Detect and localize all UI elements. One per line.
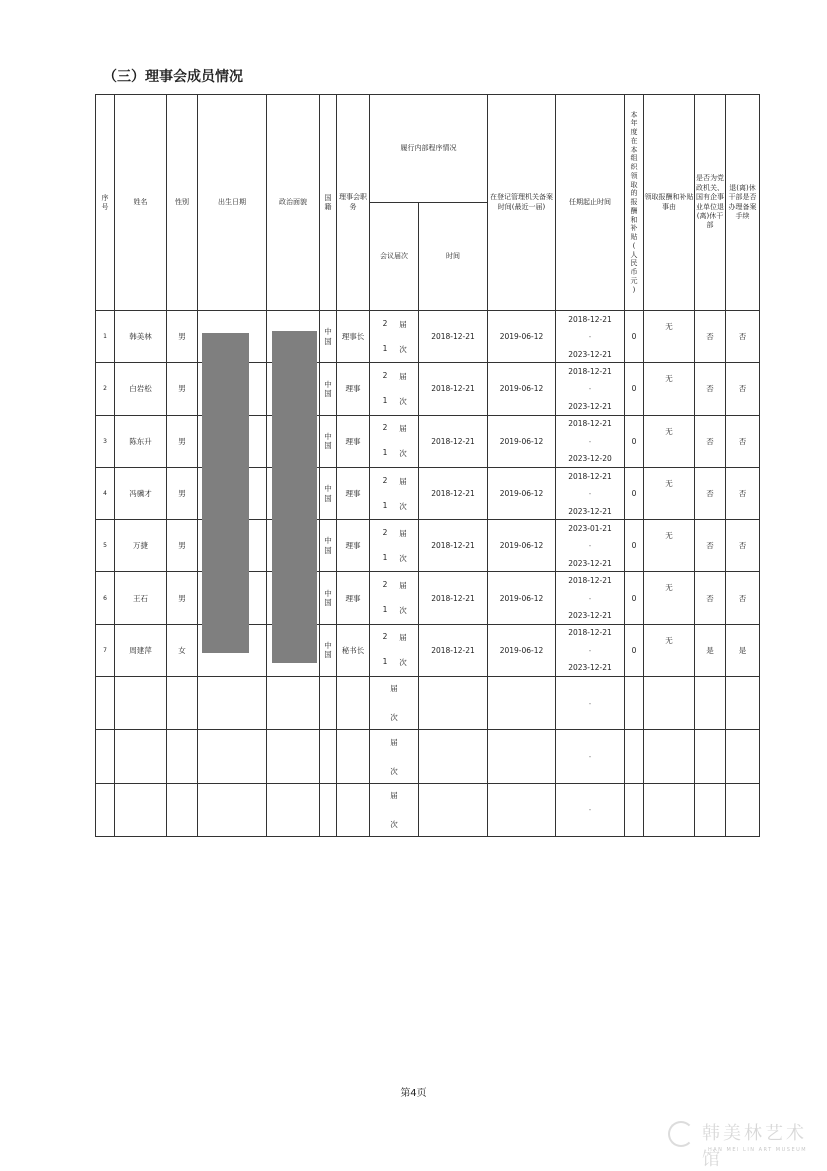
cell-filing-date: 2019-06-12: [488, 467, 556, 519]
term-end: 2023-12-21: [568, 611, 612, 621]
empty-cell: [320, 730, 337, 783]
meeting-number: 1: [382, 657, 388, 667]
cell-filing-date: 2019-06-12: [488, 415, 556, 467]
cell-pay-reason: 无: [644, 520, 695, 572]
cell-seq: 6: [96, 572, 115, 624]
cell-pay-reason: 无: [644, 415, 695, 467]
cell-nationality: [320, 363, 337, 415]
redaction-birth-date: [202, 333, 249, 653]
empty-cell: [267, 783, 320, 836]
cell-nationality: [320, 572, 337, 624]
meeting-unit: 次: [399, 658, 407, 668]
cell-pay-amount: 0: [625, 624, 644, 676]
header-meeting-time: 时间: [419, 203, 488, 311]
board-members-table: [95, 94, 760, 837]
session-number: 2: [382, 580, 388, 590]
cell-pay-amount: 0: [625, 363, 644, 415]
nationality-text: 中 国: [324, 536, 332, 555]
session-number: 2: [382, 527, 388, 537]
cell-retired-filing: 否: [726, 467, 760, 519]
meeting-number: 1: [382, 605, 388, 615]
cell-pay-amount: 0: [625, 311, 644, 363]
term-start: 2018-12-21: [568, 314, 612, 324]
moon-logo-icon: [668, 1121, 694, 1147]
empty-cell: [337, 730, 370, 783]
session-number: 2: [382, 632, 388, 642]
table-row: [96, 363, 760, 415]
term-start: 2018-12-21: [568, 576, 612, 586]
section-title: （三）理事会成员情况: [103, 69, 243, 85]
term-start: 2018-12-21: [568, 366, 612, 376]
cell-gender: 男: [167, 363, 198, 415]
empty-table-row: [96, 677, 760, 730]
header-internal-procedure: 履行内部程序情况: [370, 95, 488, 203]
cell-board-role: 理事: [337, 415, 370, 467]
cell-pay-amount: 0: [625, 415, 644, 467]
empty-cell: [726, 730, 760, 783]
cell-meeting-date: 2018-12-21: [419, 311, 488, 363]
cell-board-role: 理事: [337, 572, 370, 624]
header-nationality-text: 国 籍: [324, 193, 332, 211]
cell-retired-filing: 是: [726, 624, 760, 676]
empty-cell: [644, 730, 695, 783]
cell-nationality: [320, 311, 337, 363]
meeting-number: 1: [382, 448, 388, 458]
session-number: 2: [382, 423, 388, 433]
empty-cell: [198, 677, 267, 730]
header-birth-date: 出生日期: [198, 95, 267, 311]
cell-meeting-date: 2018-12-21: [419, 415, 488, 467]
cell-seq: 1: [96, 311, 115, 363]
cell-pay-amount: 0: [625, 520, 644, 572]
empty-cell: [320, 783, 337, 836]
cell-seq: 5: [96, 520, 115, 572]
term-separator: -: [588, 384, 592, 394]
table-row: [96, 624, 760, 676]
cell-name: 冯骥才: [115, 467, 167, 519]
cell-gender: 男: [167, 415, 198, 467]
cell-filing-date: 2019-06-12: [488, 572, 556, 624]
page-number: 第4页: [400, 1088, 427, 1099]
header-seq: [96, 95, 115, 311]
meeting-unit: 次: [399, 553, 407, 563]
empty-cell: [695, 730, 726, 783]
session-unit: 届: [399, 581, 407, 591]
session-unit: 届: [390, 737, 398, 747]
meeting-unit: 次: [399, 396, 407, 406]
cell-retired-filing: 否: [726, 415, 760, 467]
cell-meeting-date: 2018-12-21: [419, 624, 488, 676]
term-end: 2023-12-21: [568, 558, 612, 568]
cell-pay-reason: 无: [644, 624, 695, 676]
header-retired-cadre: 是否为党政机关、国有企事业单位退(离)休干部: [695, 95, 726, 311]
header-name: 姓名: [115, 95, 167, 311]
cell-retired-filing: 否: [726, 363, 760, 415]
session-unit: 届: [390, 790, 398, 800]
empty-cell: [115, 677, 167, 730]
cell-session: [370, 783, 419, 836]
empty-cell: [96, 677, 115, 730]
term-separator: -: [588, 436, 592, 446]
session-unit: 届: [399, 319, 407, 329]
cell-seq: 2: [96, 363, 115, 415]
cell-term: [556, 520, 625, 572]
empty-cell: [267, 677, 320, 730]
header-filing-time: 在登记管理机关备案时间(最近一届): [488, 95, 556, 311]
museum-watermark-logo: [668, 1113, 818, 1170]
empty-cell: [337, 783, 370, 836]
cell-name: 王石: [115, 572, 167, 624]
header-political-status: 政治面貌: [267, 95, 320, 311]
nationality-text: 中 国: [324, 431, 332, 451]
cell-board-role: 理事: [337, 363, 370, 415]
header-retired-filing: 退(离)休干部是否办理备案手续: [726, 95, 760, 311]
cell-board-role: 秘书长: [337, 624, 370, 676]
header-pay-amount-text: 本 年 度 在 本 组 织 领 取 的 报 酬 和 补 贴 ( 人 民 币 元 ): [630, 110, 638, 294]
term-start: 2018-12-21: [568, 419, 612, 429]
cell-name: 韩美林: [115, 311, 167, 363]
session-unit: 届: [399, 633, 407, 643]
cell-seq: 3: [96, 415, 115, 467]
watermark-text: 韩美林艺术馆: [702, 1123, 807, 1170]
cell-session: [370, 311, 419, 363]
empty-cell: [726, 783, 760, 836]
cell-filing-date: 2019-06-12: [488, 520, 556, 572]
cell-retired-cadre: 否: [695, 467, 726, 519]
nationality-text: 中 国: [324, 588, 332, 608]
term-separator: -: [588, 698, 592, 708]
table-row: [96, 520, 760, 572]
cell-session: [370, 363, 419, 415]
cell-retired-cadre: 否: [695, 572, 726, 624]
meeting-unit: 次: [399, 501, 407, 511]
meeting-number: 1: [382, 395, 388, 405]
cell-pay-reason: 无: [644, 467, 695, 519]
empty-cell: [115, 730, 167, 783]
term-separator: -: [588, 332, 592, 342]
cell-retired-filing: 否: [726, 311, 760, 363]
empty-cell: [419, 730, 488, 783]
session-unit: 届: [399, 424, 407, 434]
empty-table-row: [96, 783, 760, 836]
empty-cell: [337, 677, 370, 730]
cell-nationality: [320, 624, 337, 676]
table-row: [96, 572, 760, 624]
session-unit: 届: [399, 371, 407, 381]
cell-name: 周建萍: [115, 624, 167, 676]
cell-retired-filing: 否: [726, 520, 760, 572]
cell-term: [556, 677, 625, 730]
cell-term: [556, 415, 625, 467]
header-board-role: 理事会职务: [337, 95, 370, 311]
nationality-text: 中 国: [324, 379, 332, 398]
cell-session: [370, 467, 419, 519]
nationality-text: 中 国: [324, 641, 332, 660]
meeting-number: 1: [382, 552, 388, 562]
cell-filing-date: 2019-06-12: [488, 363, 556, 415]
header-pay-amount: [625, 95, 644, 311]
empty-table-row: [96, 730, 760, 783]
term-separator: -: [588, 593, 592, 603]
empty-cell: [488, 730, 556, 783]
table-row: [96, 415, 760, 467]
cell-pay-reason: 无: [644, 572, 695, 624]
session-number: 2: [382, 318, 388, 328]
cell-name: 万捷: [115, 520, 167, 572]
meeting-number: 1: [382, 500, 388, 510]
cell-retired-cadre: 否: [695, 415, 726, 467]
cell-session: [370, 572, 419, 624]
term-start: 2018-12-21: [568, 471, 612, 481]
meeting-unit: 次: [390, 766, 398, 776]
meeting-unit: 次: [399, 344, 407, 354]
cell-meeting-date: 2018-12-21: [419, 520, 488, 572]
empty-cell: [726, 677, 760, 730]
header-gender: 性别: [167, 95, 198, 311]
cell-retired-cadre: 否: [695, 311, 726, 363]
cell-gender: 男: [167, 467, 198, 519]
cell-session: [370, 520, 419, 572]
redaction-political-status: [272, 331, 317, 663]
empty-cell: [695, 677, 726, 730]
cell-pay-reason: 无: [644, 311, 695, 363]
empty-cell: [695, 783, 726, 836]
empty-cell: [167, 730, 198, 783]
cell-meeting-date: 2018-12-21: [419, 467, 488, 519]
table-row: [96, 467, 760, 519]
term-start: 2018-12-21: [568, 628, 612, 638]
term-start: 2023-01-21: [568, 523, 612, 533]
header-session: 会议届次: [370, 203, 419, 311]
empty-cell: [644, 677, 695, 730]
term-separator: -: [588, 489, 592, 499]
empty-cell: [198, 783, 267, 836]
cell-nationality: [320, 415, 337, 467]
header-nationality: [320, 95, 337, 311]
empty-cell: [644, 783, 695, 836]
cell-session: [370, 730, 419, 783]
empty-cell: [96, 783, 115, 836]
term-end: 2023-12-20: [568, 454, 612, 464]
header-seq-text: 序 号: [101, 193, 109, 211]
cell-term: [556, 467, 625, 519]
empty-cell: [320, 677, 337, 730]
session-unit: 届: [390, 684, 398, 694]
table-row: [96, 311, 760, 363]
cell-retired-cadre: 否: [695, 363, 726, 415]
cell-term: [556, 730, 625, 783]
cell-term: [556, 311, 625, 363]
nationality-text: 中 国: [324, 327, 332, 346]
term-separator: -: [588, 645, 592, 655]
cell-term: [556, 624, 625, 676]
cell-retired-cadre: 否: [695, 520, 726, 572]
cell-name: 陈东升: [115, 415, 167, 467]
cell-session: [370, 677, 419, 730]
empty-cell: [198, 730, 267, 783]
empty-cell: [96, 730, 115, 783]
cell-gender: 女: [167, 624, 198, 676]
session-number: 2: [382, 475, 388, 485]
term-separator: -: [588, 805, 592, 815]
meeting-unit: 次: [399, 606, 407, 616]
cell-meeting-date: 2018-12-21: [419, 572, 488, 624]
empty-cell: [625, 730, 644, 783]
term-end: 2023-12-21: [568, 506, 612, 516]
cell-term: [556, 572, 625, 624]
session-unit: 届: [399, 528, 407, 538]
header-term: 任期起止时间: [556, 95, 625, 311]
empty-cell: [167, 783, 198, 836]
cell-term: [556, 363, 625, 415]
cell-session: [370, 415, 419, 467]
cell-term: [556, 783, 625, 836]
cell-nationality: [320, 520, 337, 572]
empty-cell: [488, 677, 556, 730]
empty-cell: [267, 730, 320, 783]
term-end: 2023-12-21: [568, 349, 612, 359]
empty-cell: [488, 783, 556, 836]
empty-cell: [167, 677, 198, 730]
term-end: 2023-12-21: [568, 663, 612, 673]
cell-filing-date: 2019-06-12: [488, 624, 556, 676]
cell-gender: 男: [167, 520, 198, 572]
cell-board-role: 理事: [337, 520, 370, 572]
cell-seq: 7: [96, 624, 115, 676]
empty-cell: [625, 677, 644, 730]
cell-retired-filing: 否: [726, 572, 760, 624]
cell-nationality: [320, 467, 337, 519]
cell-session: [370, 624, 419, 676]
cell-meeting-date: 2018-12-21: [419, 363, 488, 415]
meeting-unit: 次: [390, 819, 398, 829]
session-unit: 届: [399, 476, 407, 486]
empty-cell: [115, 783, 167, 836]
meeting-unit: 次: [390, 713, 398, 723]
session-number: 2: [382, 370, 388, 380]
cell-filing-date: 2019-06-12: [488, 311, 556, 363]
empty-cell: [419, 677, 488, 730]
term-end: 2023-12-21: [568, 401, 612, 411]
cell-gender: 男: [167, 311, 198, 363]
cell-pay-reason: 无: [644, 363, 695, 415]
meeting-number: 1: [382, 343, 388, 353]
cell-board-role: 理事长: [337, 311, 370, 363]
nationality-text: 中 国: [324, 484, 332, 503]
term-separator: -: [588, 541, 592, 551]
cell-board-role: 理事: [337, 467, 370, 519]
term-separator: -: [588, 752, 592, 762]
cell-pay-amount: 0: [625, 467, 644, 519]
cell-gender: 男: [167, 572, 198, 624]
cell-retired-cadre: 是: [695, 624, 726, 676]
cell-pay-amount: 0: [625, 572, 644, 624]
header-pay-reason: 领取报酬和补贴事由: [644, 95, 695, 311]
cell-seq: 4: [96, 467, 115, 519]
empty-cell: [419, 783, 488, 836]
empty-cell: [625, 783, 644, 836]
cell-name: 白岩松: [115, 363, 167, 415]
meeting-unit: 次: [399, 449, 407, 459]
watermark-subtext: HAN MEI LIN ART MUSEUM: [708, 1147, 808, 1153]
